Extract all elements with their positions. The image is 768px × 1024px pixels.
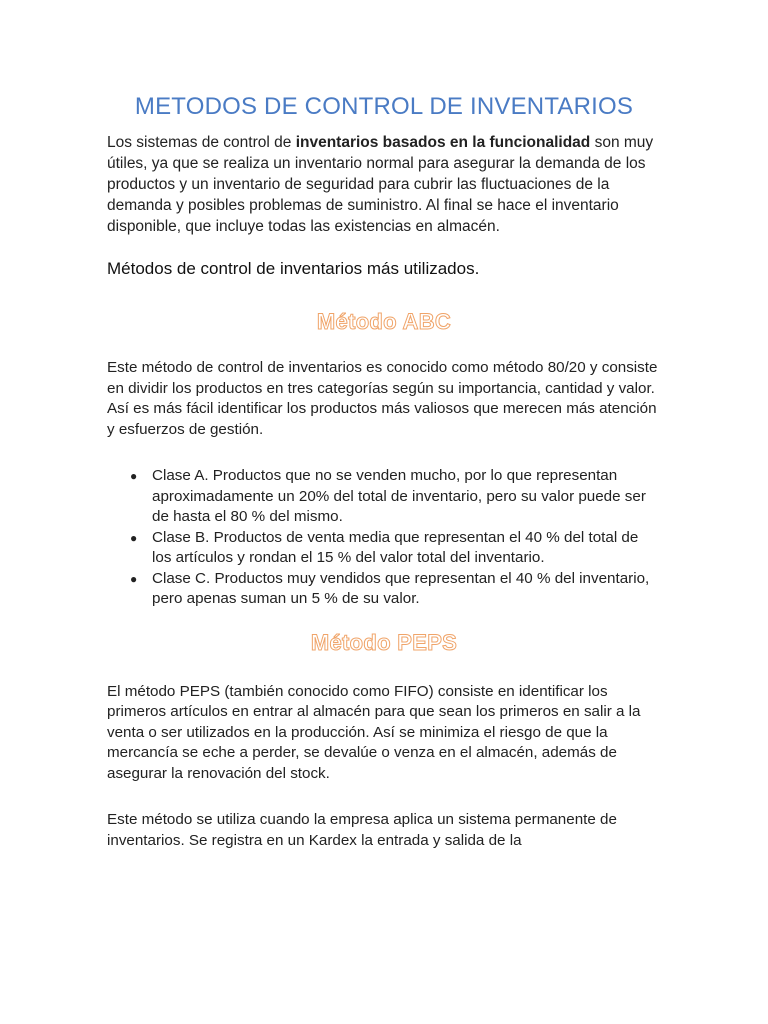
document-title: METODOS DE CONTROL DE INVENTARIOS [134,93,634,120]
peps-paragraph-1: El método PEPS (también conocido como FIFO) consiste en identificar los primeros artículos en entrar al almacén para que sean los primeros en salir a la venta o ser utilizados en la producción. Así se minimiza el riesgo de que la mercancía se eche a perder, se devalúe o venza en el almacén, además de asegurar la renovación del stock. [107,682,641,782]
bullet-icon: ● [130,571,138,586]
class-c-item [130,569,661,610]
class-a-item [130,466,661,528]
bullet-icon: ● [130,469,138,483]
abc-method-heading: Método ABC [316,309,452,334]
class-b-text: Clase B. Productos de venta media que representan el 40 % del total de los artículos y rondan el 15 % del valor total del inventario. [152,528,639,566]
methods-subheading: Métodos de control de inventarios más utilizados. [107,259,480,278]
bullet-icon: ● [130,530,138,545]
intro-rest-text: son muy útiles, ya que se realiza un inventario normal para asegurar la demanda de los productos y un inventario de seguridad para cubrir las fluctuaciones de la demanda y posibles problemas de suministro. Al final se hace el inventario disponible, que incluye todas las existencias en almacén. [107,134,654,235]
peps-paragraph-2: Este método se utiliza cuando la empresa aplica un sistema permanente de inventarios. Se registra en un Kardex la entrada y salida de la [107,811,617,849]
abc-class-list [107,466,661,610]
class-c-text: Clase C. Productos muy vendidos que representan el 40 % del inventario, pero apenas suman un 5 % de su valor. [152,569,650,607]
intro-lead-text: Los sistemas de control de [107,134,296,151]
intro-bold-text: inventarios basados en la funcionalidad [295,134,591,151]
class-b-item [130,528,661,569]
abc-paragraph: Este método de control de inventarios es conocido como método 80/20 y consiste en dividir los productos en tres categorías según su importancia, cantidad y valor. Así es más fácil identificar los productos más valiosos que merecen más atención y esfuerzos de gestión. [107,359,658,438]
peps-method-heading: Método PEPS [310,629,458,655]
intro-paragraph [107,132,661,237]
class-a-text: Clase A. Productos que no se venden mucho, por lo que representan aproximadamente un 20% del total de inventario, pero su valor puede ser de hasta el 80 % del mismo. [152,467,646,525]
